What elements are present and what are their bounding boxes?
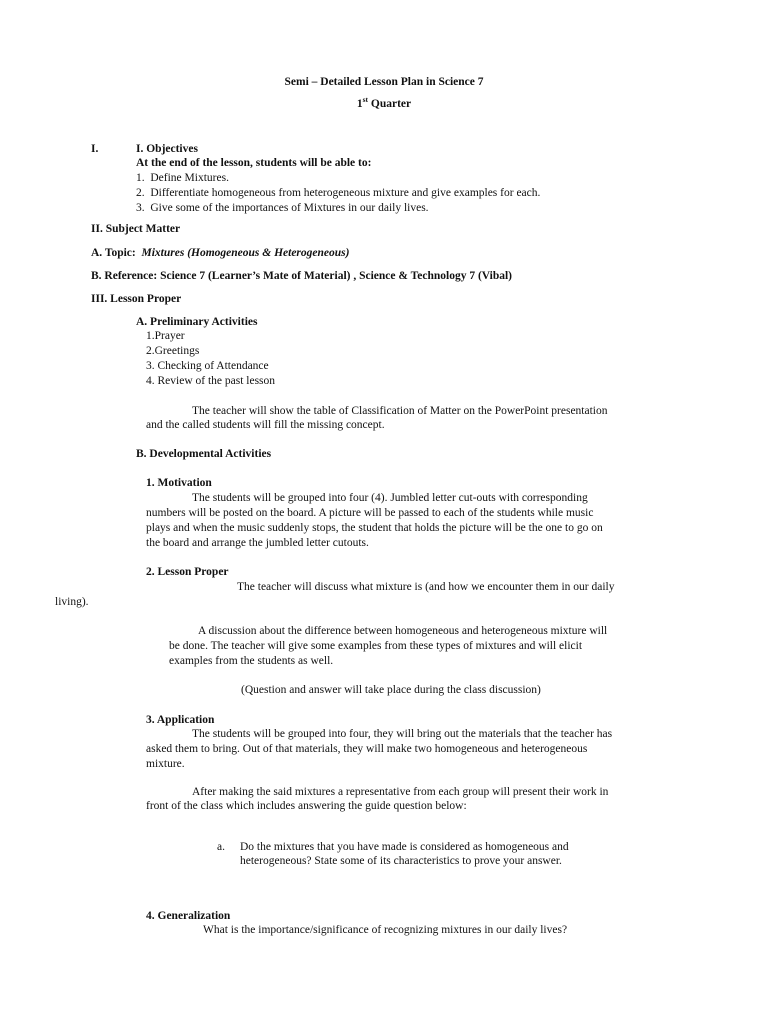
topic-value: Mixtures (Homogeneous & Heterogeneous) [141, 247, 350, 259]
objective-item [136, 201, 429, 216]
guide-question-line: heterogeneous? State some of its characteristics to prove your answer. [240, 855, 562, 867]
generalization-heading: 4. Generalization [146, 910, 231, 922]
motivation-line: The students will be grouped into four (4). Jumbled letter cut-outs with corresponding [192, 492, 588, 504]
objective-number: 1. [136, 172, 145, 184]
preliminary-item: 3. Checking of Attendance [146, 360, 269, 372]
preliminary-paragraph-line: The teacher will show the table of Classification of Matter on the PowerPoint presentation [192, 405, 608, 417]
application-line: The students will be grouped into four, they will bring out the materials that the teacher has [192, 728, 613, 740]
objective-item [136, 171, 229, 186]
guide-question-label: a. [217, 841, 225, 853]
preliminary-item: 1.Prayer [146, 330, 185, 342]
discussion-line: A discussion about the difference between homogeneous and heterogeneous mixture will [198, 625, 608, 637]
application-para-line: After making the said mixtures a representative from each group will present their work in [192, 786, 609, 798]
developmental-heading: B. Developmental Activities [136, 448, 272, 460]
document-title: Semi – Detailed Lesson Plan in Science 7 [284, 76, 484, 88]
objective-text: Define Mixtures. [150, 172, 229, 184]
objectives-intro: At the end of the lesson, students will be able to: [136, 157, 372, 169]
generalization-line: What is the importance/significance of recognizing mixtures in our daily lives? [203, 924, 568, 936]
preliminary-item: 2.Greetings [146, 345, 200, 357]
lesson-proper-heading: III. Lesson Proper [91, 293, 182, 305]
application-heading: 3. Application [146, 714, 215, 726]
preliminary-heading: A. Preliminary Activities [136, 316, 258, 328]
application-line: mixture. [146, 758, 185, 770]
objective-text: Give some of the importances of Mixtures in our daily lives. [150, 202, 429, 214]
motivation-heading: 1. Motivation [146, 477, 212, 489]
quarter-word: Quarter [370, 98, 412, 110]
lesson-proper-line: The teacher will discuss what mixture is (and how we encounter them in our daily [237, 581, 615, 593]
reference-line: B. Reference: Science 7 (Learner’s Mate of Material) , Science & Technology 7 (Vibal) [91, 270, 513, 282]
quarter-suffix: st [362, 95, 369, 105]
topic-line [91, 246, 349, 261]
application-para-line: front of the class which includes answering the guide question below: [146, 800, 467, 812]
objective-item [136, 186, 540, 201]
discussion-line: examples from the students as well. [169, 655, 334, 667]
objective-number: 3. [136, 202, 145, 214]
objectives-heading: I. Objectives [136, 143, 198, 155]
preliminary-item: 4. Review of the past lesson [146, 375, 276, 387]
discussion-note: (Question and answer will take place during the class discussion) [241, 684, 541, 696]
lesson-proper-subheading: 2. Lesson Proper [146, 566, 229, 578]
subject-matter-heading: II. Subject Matter [91, 223, 181, 235]
motivation-line: numbers will be posted on the board. A picture will be passed to each of the students while music [146, 507, 594, 519]
motivation-line: the board and arrange the jumbled letter cutouts. [146, 537, 369, 549]
topic-label: A. Topic: [91, 247, 136, 259]
guide-question-line: Do the mixtures that you have made is considered as homogeneous and [240, 841, 569, 853]
objective-number: 2. [136, 187, 145, 199]
discussion-line: be done. The teacher will give some examples from these types of mixtures and will elicit [169, 640, 583, 652]
preliminary-paragraph-line: and the called students will fill the missing concept. [146, 419, 385, 431]
objectives-roman: I. [91, 143, 99, 155]
lesson-proper-line: living). [55, 596, 89, 608]
motivation-line: plays and when the music suddenly stops, the student that holds the picture will be the one to go on [146, 522, 603, 534]
quarter-label [0, 97, 768, 112]
quarter-number: 1 [356, 98, 363, 110]
objective-text: Differentiate homogeneous from heterogeneous mixture and give examples for each. [150, 187, 541, 199]
application-line: asked them to bring. Out of that materials, they will make two homogeneous and heterogeneous [146, 743, 588, 755]
